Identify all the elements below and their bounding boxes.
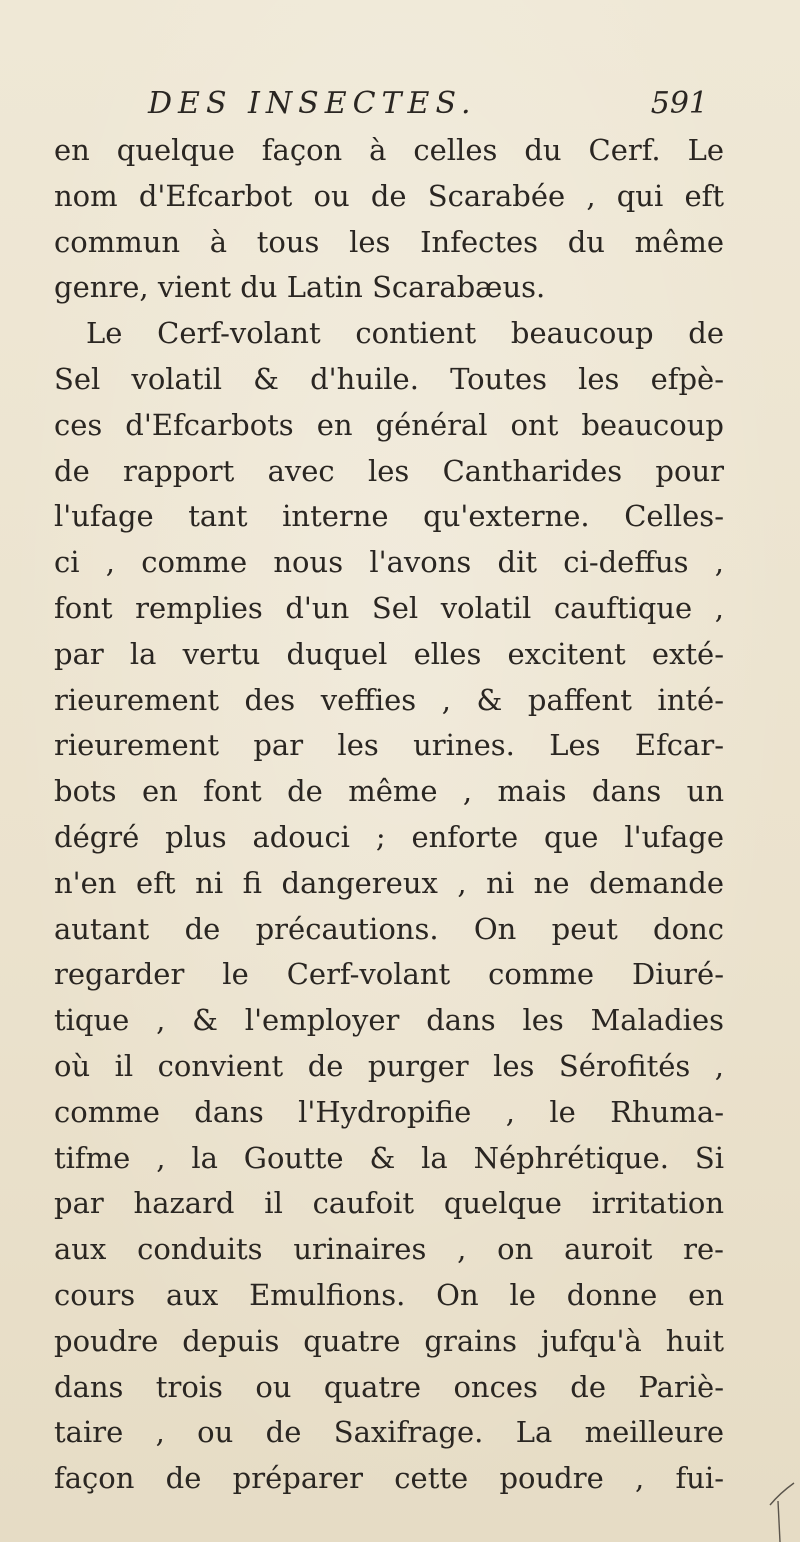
- text-line: de rapport avec les Cantharides pour: [54, 453, 724, 488]
- text-line: où il convient de purger les Sérofités ,: [54, 1048, 724, 1083]
- text-line: taire , ou de Saxifrage. La meilleure: [54, 1415, 724, 1450]
- text-line: par la vertu duquel elles excitent exté-: [54, 636, 724, 671]
- text-line: bots en font de même , mais dans un: [54, 774, 724, 809]
- text-line: par hazard il caufoit quelque irritation: [54, 1186, 724, 1221]
- text-line: Sel volatil & d'huile. Toutes les efpè-: [54, 361, 724, 396]
- text-line: autant de précautions. On peut donc: [54, 911, 724, 946]
- text-line: commun à tous les Infectes du même: [54, 224, 724, 259]
- page-header: [148, 86, 708, 126]
- text-line: dans trois ou quatre onces de Pariè-: [54, 1369, 724, 1404]
- text-line: l'ufage tant interne qu'externe. Celles-: [54, 499, 724, 534]
- text-line: Le Cerf-volant contient beaucoup de: [86, 316, 724, 351]
- text-line: tifme , la Goutte & la Néphrétique. Si: [54, 1140, 724, 1175]
- text-line: genre, vient du Latin Scarabæus.: [54, 270, 546, 305]
- text-line: rieurement par les urines. Les Efcar-: [54, 728, 724, 763]
- body-text: [54, 128, 724, 1502]
- running-title: DES INSECTES.: [148, 86, 477, 121]
- text-line: poudre depuis quatre grains jufqu'à huit: [54, 1323, 724, 1358]
- text-line: ces d'Efcarbots en général ont beaucoup: [54, 407, 724, 442]
- text-line: aux conduits urinaires , on auroit re-: [54, 1232, 724, 1267]
- text-line: regarder le Cerf-volant comme Diuré-: [54, 957, 724, 992]
- text-line: comme dans l'Hydropifie , le Rhuma-: [54, 1094, 724, 1129]
- text-line: nom d'Efcarbot ou de Scarabée , qui eft: [54, 178, 724, 213]
- page-number: 591: [650, 86, 708, 121]
- text-line: rieurement des veffies , & paffent inté-: [54, 682, 724, 717]
- text-line: font remplies d'un Sel volatil cauftique ,: [54, 590, 724, 625]
- paper-mark: [766, 1475, 796, 1542]
- text-line: n'en eft ni fi dangereux , ni ne demande: [54, 865, 724, 900]
- text-line: ci , comme nous l'avons dit ci-deffus ,: [54, 545, 724, 580]
- text-line: tique , & l'employer dans les Maladies: [54, 1003, 724, 1038]
- text-line: cours aux Emulfions. On le donne en: [54, 1277, 724, 1312]
- text-line: en quelque façon à celles du Cerf. Le: [54, 133, 724, 167]
- text-line: dégré plus adouci ; enforte que l'ufage: [54, 819, 724, 854]
- text-line: façon de préparer cette poudre , fui-: [54, 1461, 724, 1496]
